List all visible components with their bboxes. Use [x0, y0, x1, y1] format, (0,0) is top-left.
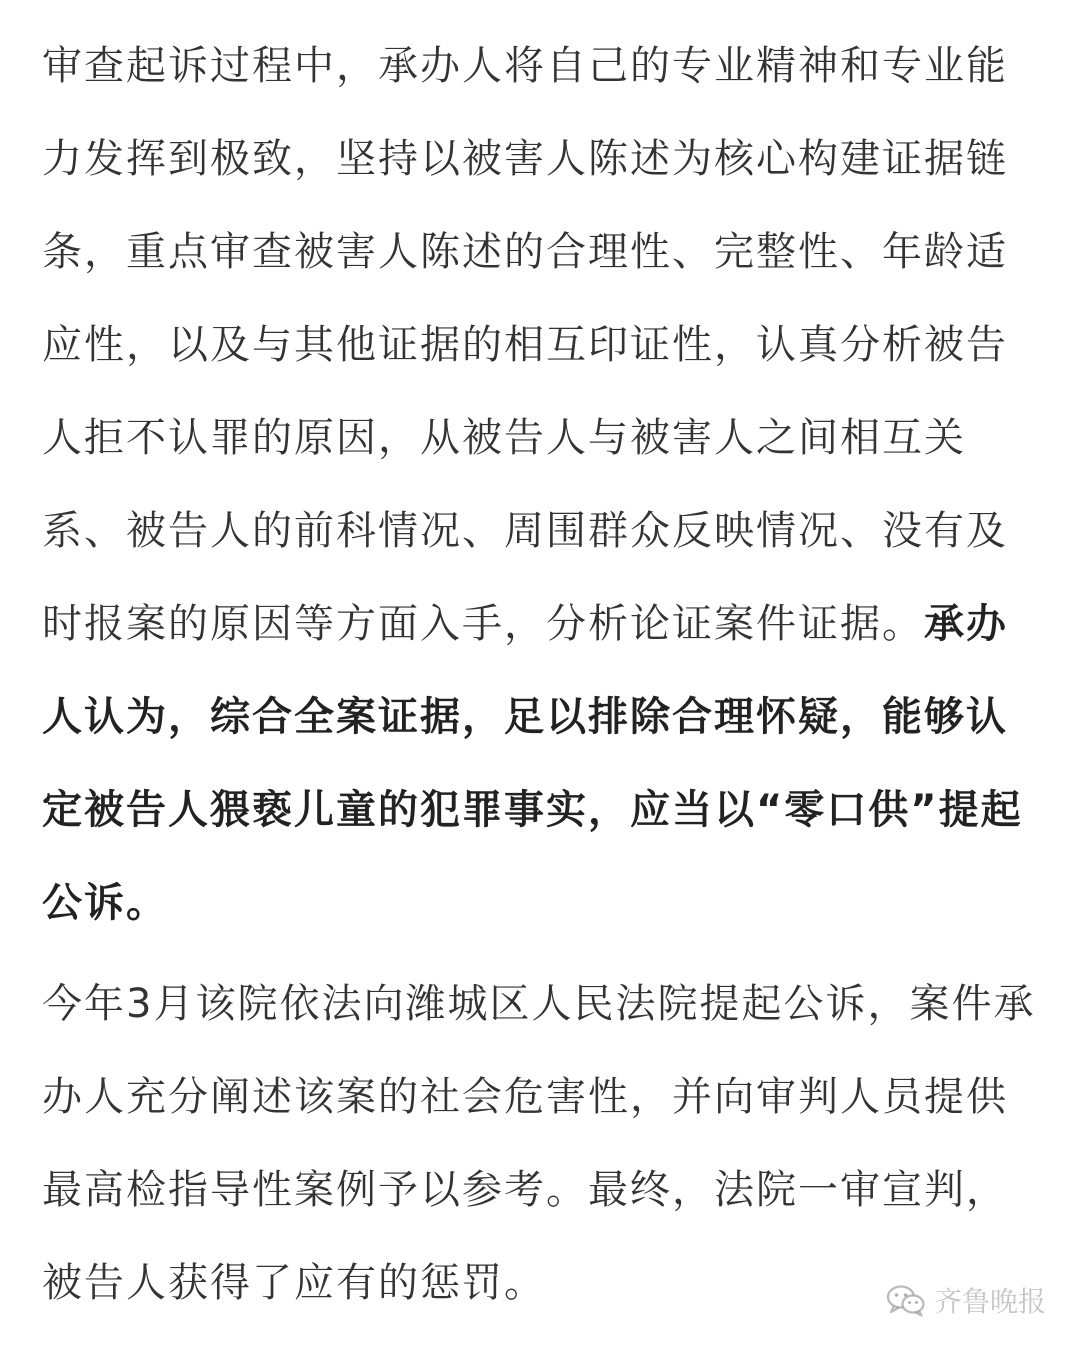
paragraph-1-bold-text: 承办人认为，综合全案证据，足以排除合理怀疑，能够认定被告人猥亵儿童的犯罪事实，应当以“零口供”提起公诉。 [42, 601, 1023, 926]
paragraph-1-text: 审查起诉过程中，承办人将自己的专业精神和专业能力发挥到极致，坚持以被害人陈述为核心构建证据链条，重点审查被害人陈述的合理性、完整性、年龄适应性，以及与其他证据的相互印证性，认真分析被告人拒不认罪的原因，从被告人与被害人之间相互关系、被告人的前科情况、周围群众反映情况、没有及时报案的原因等方面入手，分析论证案件证据。 [42, 43, 1008, 647]
paragraph-1 [42, 20, 1038, 950]
wechat-icon [886, 1283, 926, 1317]
paragraph-2: 今年3月该院依法向潍城区人民法院提起公诉，案件承办人充分阐述该案的社会危害性，并向审判人员提供最高检指导性案例予以参考。最终，法院一审宣判，被告人获得了应有的惩罚。 [42, 981, 1036, 1306]
watermark [886, 1280, 1046, 1320]
watermark-text: 齐鲁晚报 [933, 1285, 1046, 1318]
